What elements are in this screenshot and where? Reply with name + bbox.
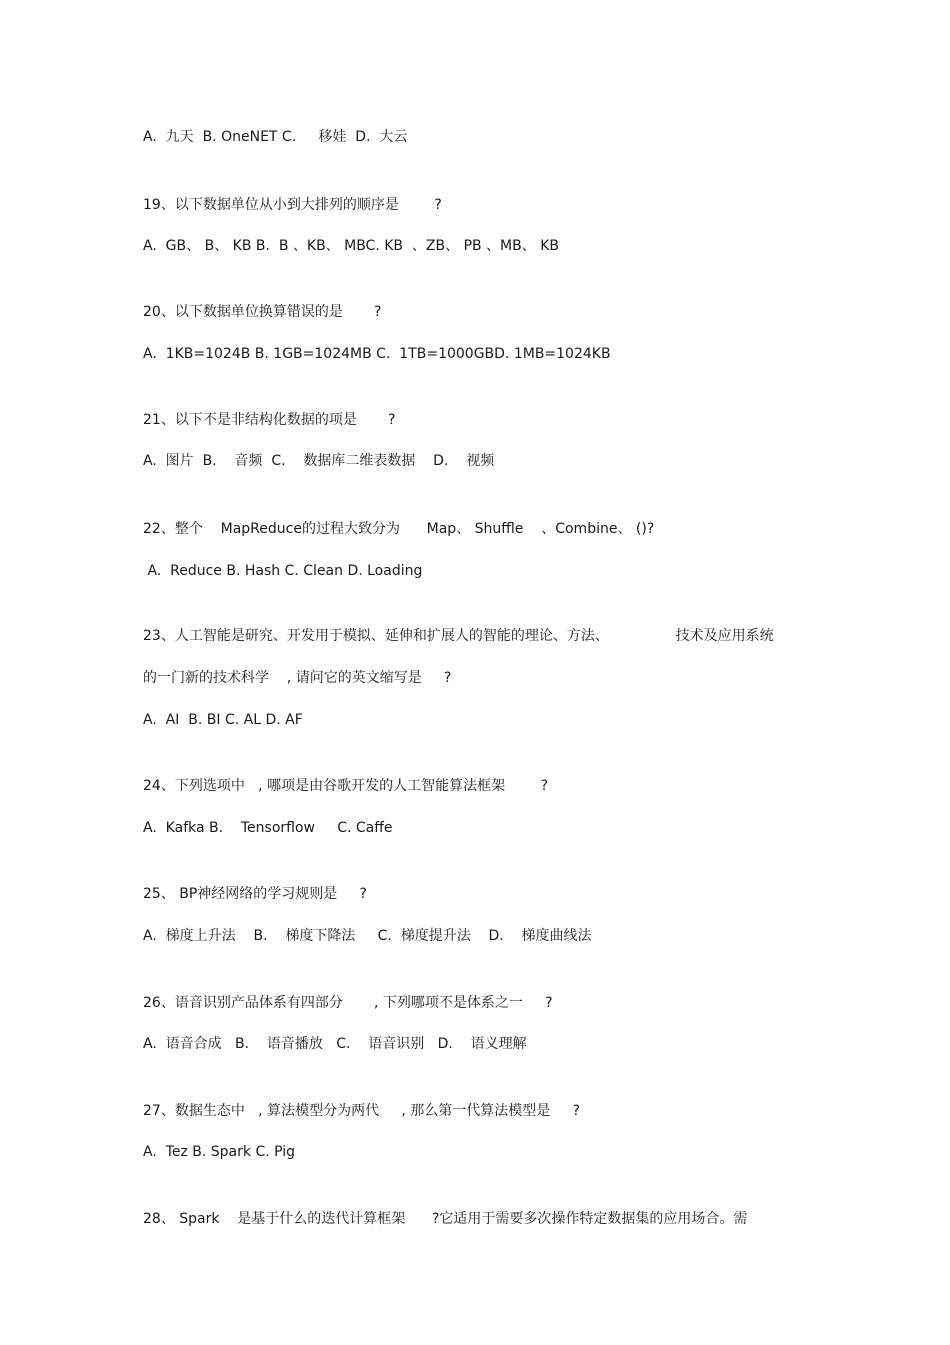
question-27: 27、数据生态中 , 算法模型分为两代 , 那么第一代算法模型是 ? bbox=[143, 1103, 580, 1119]
answer-options-22: A. Reduce B. Hash C. Clean D. Loading bbox=[143, 563, 423, 579]
answer-options-20: A. 1KB=1024B B. 1GB=1024MB C. 1TB=1000GBD. 1MB=1024KB bbox=[143, 346, 611, 362]
question-20: 20、以下数据单位换算错误的是 ? bbox=[143, 304, 382, 320]
question-23-line-2: 的一门新的技术科学 , 请问它的英文缩写是 ? bbox=[143, 670, 452, 686]
answer-options-25: A. 梯度上升法 B. 梯度下降法 C. 梯度提升法 D. 梯度曲线法 bbox=[143, 928, 592, 944]
question-23-line-1: 23、人工智能是研究、开发用于模拟、延伸和扩展人的智能的理论、方法、 技术及应用系统 bbox=[143, 628, 774, 644]
answer-options-27: A. Tez B. Spark C. Pig bbox=[143, 1144, 296, 1160]
question-28: 28、 Spark 是基于什么的迭代计算框架 ?它适用于需要多次操作特定数据集的应用场合。需 bbox=[143, 1211, 748, 1227]
question-25: 25、 BP神经网络的学习规则是 ? bbox=[143, 886, 367, 902]
question-19: 19、以下数据单位从小到大排列的顺序是 ? bbox=[143, 197, 442, 213]
answer-options-23: A. AI B. BI C. AL D. AF bbox=[143, 712, 303, 728]
question-22: 22、整个 MapReduce的过程大致分为 Map、 Shuffle 、Combine、 ()? bbox=[143, 521, 655, 537]
question-24: 24、下列选项中 , 哪项是由谷歌开发的人工智能算法框架 ? bbox=[143, 778, 549, 794]
question-26: 26、语音识别产品体系有四部分 , 下列哪项不是体系之一 ? bbox=[143, 995, 553, 1011]
question-21: 21、以下不是非结构化数据的项是 ? bbox=[143, 412, 396, 428]
answer-options-21: A. 图片 B. 音频 C. 数据库二维表数据 D. 视频 bbox=[143, 453, 495, 469]
answer-options-26: A. 语音合成 B. 语音播放 C. 语音识别 D. 语义理解 bbox=[143, 1036, 527, 1052]
answer-options-19: A. GB、 B、 KB B. B 、KB、 MBC. KB 、ZB、 PB 、MB、 KB bbox=[143, 238, 559, 254]
answer-options-24: A. Kafka B. Tensorflow C. Caffe bbox=[143, 820, 393, 836]
answer-options-18: A. 九天 B. OneNET C. 移娃 D. 大云 bbox=[143, 129, 408, 145]
